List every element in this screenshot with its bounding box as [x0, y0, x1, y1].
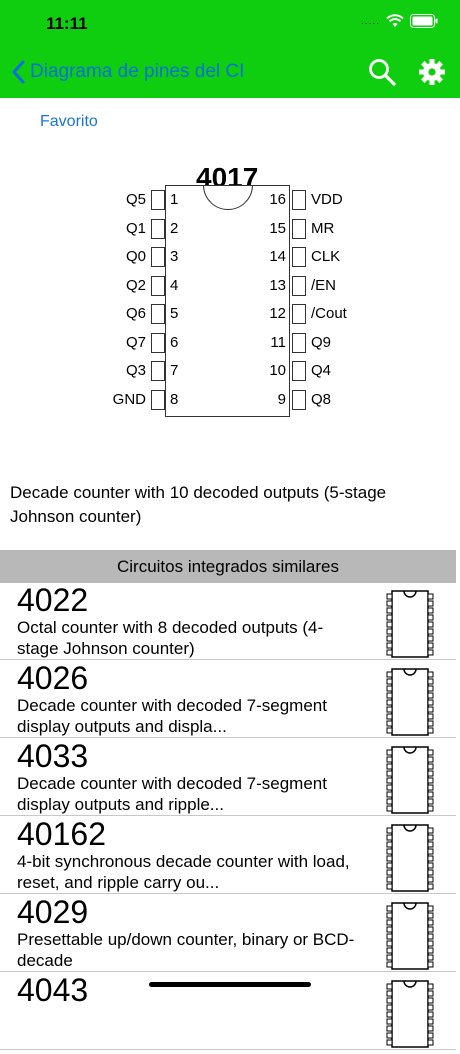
pin-right-10	[292, 361, 306, 381]
pin-label-left: Q6	[125, 305, 146, 322]
pin-label-left: Q3	[125, 362, 146, 379]
list-item[interactable]	[0, 895, 456, 972]
chip-thumbnail-icon	[386, 901, 434, 976]
chip-thumbnail-icon	[386, 667, 434, 742]
pin-left-7	[151, 361, 165, 381]
list-item[interactable]	[0, 817, 456, 894]
pin-label-right: /Cout	[311, 305, 347, 322]
pin-label-right: /EN	[311, 276, 337, 294]
pin-left-1	[151, 190, 165, 210]
pin-label-left: Q7	[125, 333, 146, 351]
pin-number-right: 12	[269, 305, 286, 322]
item-code: 40162	[17, 816, 106, 852]
item-code: 4033	[17, 738, 89, 774]
chip-thumbnail-icon	[386, 823, 434, 898]
pin-number-left: 3	[170, 248, 179, 265]
pin-left-2	[151, 219, 165, 239]
pin-left-4	[151, 276, 165, 296]
pin-right-12	[292, 304, 306, 324]
pin-number-right: 14	[269, 248, 286, 265]
chip-name: 4017	[196, 162, 259, 193]
favorite-button[interactable]: Favorito	[40, 113, 98, 130]
item-description: Octal counter with 8 decoded outputs (4-stage Johnson counter)	[17, 618, 324, 658]
gear-icon[interactable]	[418, 58, 446, 86]
chip-thumbnail-icon	[386, 979, 434, 1054]
home-indicator	[149, 982, 311, 987]
pin-left-5	[151, 304, 165, 324]
battery-icon	[410, 14, 438, 28]
nav-header	[0, 0, 460, 98]
signal-dots: .....	[361, 15, 380, 27]
pin-number-left: 1	[170, 191, 179, 208]
list-item[interactable]	[0, 583, 456, 660]
back-title: Diagrama de pines del CI	[30, 61, 245, 82]
pin-label-right: CLK	[311, 248, 341, 265]
pin-left-6	[151, 333, 165, 353]
list-item[interactable]	[0, 661, 456, 738]
chip-thumbnail-icon	[386, 589, 434, 664]
pin-number-left: 2	[170, 219, 179, 237]
chip-description: Decade counter with 10 decoded outputs (5-stage Johnson counter)	[10, 483, 387, 526]
search-icon[interactable]	[368, 58, 396, 86]
pin-label-right: Q8	[311, 390, 332, 408]
pin-number-left: 6	[170, 333, 179, 351]
item-description: 4-bit synchronous decade counter with load, reset, and ripple carry ou...	[17, 852, 350, 892]
pin-label-right: Q4	[311, 362, 332, 379]
item-code: 4022	[17, 582, 89, 618]
pin-right-16	[292, 190, 306, 210]
pin-label-right: Q9	[311, 333, 332, 351]
pin-number-right: 10	[269, 362, 286, 379]
pin-left-8	[151, 390, 165, 410]
item-description: Presettable up/down counter, binary or BCD-decade	[17, 930, 355, 970]
item-description: Decade counter with decoded 7-segment display outputs and ripple...	[17, 774, 327, 814]
chevron-left-icon	[12, 60, 26, 84]
pin-right-11	[292, 333, 306, 353]
item-code: 4043	[17, 972, 89, 1008]
pin-label-left: Q1	[125, 219, 146, 237]
pin-label-left: Q5	[125, 191, 146, 208]
status-time: 11:11	[46, 14, 88, 33]
pin-number-right: 16	[269, 191, 286, 208]
wifi-icon	[386, 14, 404, 28]
pin-right-14	[292, 247, 306, 267]
pin-number-right: 13	[269, 276, 286, 294]
back-button[interactable]	[12, 60, 244, 84]
pin-label-left: Q2	[125, 276, 146, 294]
pin-number-left: 4	[170, 276, 179, 294]
pin-number-left: 5	[170, 305, 179, 322]
item-code: 4029	[17, 894, 89, 930]
pin-label-right: MR	[311, 219, 335, 237]
item-description: Decade counter with decoded 7-segment display outputs and displa...	[17, 696, 327, 736]
pin-label-left: GND	[112, 390, 146, 408]
list-item[interactable]	[0, 739, 456, 816]
pin-label-right: VDD	[311, 191, 343, 208]
pin-number-right: 9	[277, 390, 286, 408]
status-icons	[361, 14, 438, 28]
pin-label-left: Q0	[125, 248, 146, 265]
pin-number-left: 7	[170, 362, 179, 379]
chip-thumbnail-icon	[386, 745, 434, 820]
pin-right-15	[292, 219, 306, 239]
pin-left-3	[151, 247, 165, 267]
pin-right-13	[292, 276, 306, 296]
pin-right-9	[292, 390, 306, 410]
pin-number-right: 11	[270, 333, 286, 351]
item-code: 4026	[17, 660, 89, 696]
similar-header: Circuitos integrados similares	[0, 550, 456, 583]
pin-number-right: 15	[269, 219, 286, 237]
pin-number-left: 8	[170, 390, 179, 408]
